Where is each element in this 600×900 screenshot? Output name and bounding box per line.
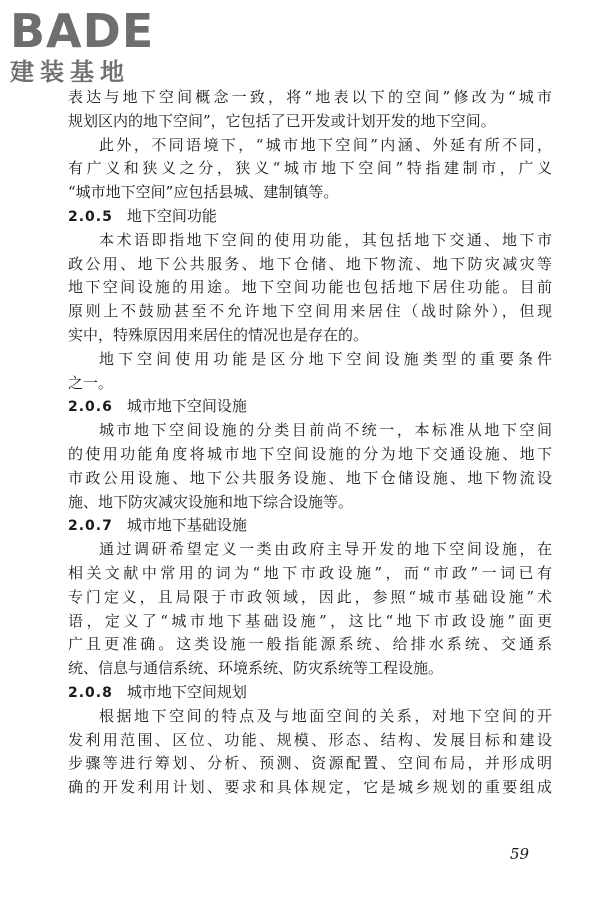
text-line: 统、信息与通信系统、环境系统、防灾系统等工程设施。 xyxy=(68,659,444,678)
section-title: 地下空间功能 xyxy=(126,206,217,225)
site-logo xyxy=(10,4,180,88)
text-line: 地下空间设施的用途。地下空间功能也包括地下居住功能。目前 xyxy=(68,278,552,297)
section-heading xyxy=(68,395,552,419)
text-line: 规划区内的地下空间”，它包括了已开发或计划开发的地下空间。 xyxy=(68,111,496,130)
text-line: 施、地下防灾减灾设施和地下综合设施等。 xyxy=(68,492,354,511)
text-line: 政公用、地下公共服务、地下仓储、地下物流、地下防灾减灾等 xyxy=(68,254,552,273)
text-line: 实中，特殊原因用来居住的情况也是存在的。 xyxy=(68,325,369,344)
text-line: 广且更准确。这类设施一般指能源系统、给排水系统、交通系 xyxy=(68,635,552,654)
text-line: 之一。 xyxy=(68,373,114,392)
text-line: 本术语即指地下空间的使用功能，其包括地下交通、地下市 xyxy=(99,230,552,249)
text-line: 确的开发利用计划、要求和具体规定，它是城乡规划的重要组成 xyxy=(68,778,552,797)
section-heading xyxy=(68,205,552,229)
text-line: 根据地下空间的特点及与地面空间的关系，对地下空间的开 xyxy=(99,706,552,725)
text-line: 通过调研希望定义一类由政府主导开发的地下空间设施，在 xyxy=(99,540,552,559)
section-number: 2.0.6 xyxy=(68,399,113,416)
text-line: “城市地下空间”应包括县城、建制镇等。 xyxy=(68,183,339,202)
text-line: 的使用功能角度将城市地下空间设施的分为地下交通设施、地下 xyxy=(68,444,552,463)
text-line: 表达与地下空间概念一致，将“地表以下的空间”修改为“城市 xyxy=(68,88,552,106)
logo-wordmark: BADE xyxy=(10,4,155,58)
text-line: 市政公用设施、地下公共服务设施、地下仓储设施、地下物流设 xyxy=(68,468,552,487)
section-title: 城市地下空间设施 xyxy=(126,397,247,416)
logo-subtitle: 建装基地 xyxy=(10,58,130,86)
section-title: 城市地下基础设施 xyxy=(126,516,247,535)
section-number: 2.0.7 xyxy=(68,518,113,535)
section-heading xyxy=(68,681,552,705)
section-number: 2.0.5 xyxy=(68,208,113,225)
text-line: 步骤等进行筹划、分析、预测、资源配置、空间布局，并形成明 xyxy=(68,754,552,773)
page-number: 59 xyxy=(510,845,530,863)
text-line: 相关文献中常用的词为“地下市政设施”，而“市政”一词已有 xyxy=(68,563,552,582)
text-line: 地下空间使用功能是区分地下空间设施类型的重要条件 xyxy=(99,349,552,368)
section-heading xyxy=(68,514,552,538)
text-line: 此外，不同语境下，“城市地下空间”内涵、外延有所不同， xyxy=(99,135,552,154)
section-number: 2.0.8 xyxy=(68,684,113,701)
document-body xyxy=(68,86,552,800)
text-line: 发利用范围、区位、功能、规模、形态、结构、发展目标和建设 xyxy=(68,730,552,749)
text-line: 原则上不鼓励甚至不允许地下空间用来居住（战时除外），但现 xyxy=(68,302,552,321)
text-line: 有广义和狭义之分，狭义“城市地下空间”特指建制市，广义 xyxy=(68,159,552,178)
section-title: 城市地下空间规划 xyxy=(126,682,247,701)
text-line: 城市地下空间设施的分类目前尚不统一，本标准从地下空间 xyxy=(99,421,552,440)
text-line: 专门定义，且局限于市政领域，因此，参照“城市基础设施”术 xyxy=(68,587,552,606)
text-line: 语，定义了“城市地下基础设施”，这比“地下市政设施”面更 xyxy=(68,611,552,630)
